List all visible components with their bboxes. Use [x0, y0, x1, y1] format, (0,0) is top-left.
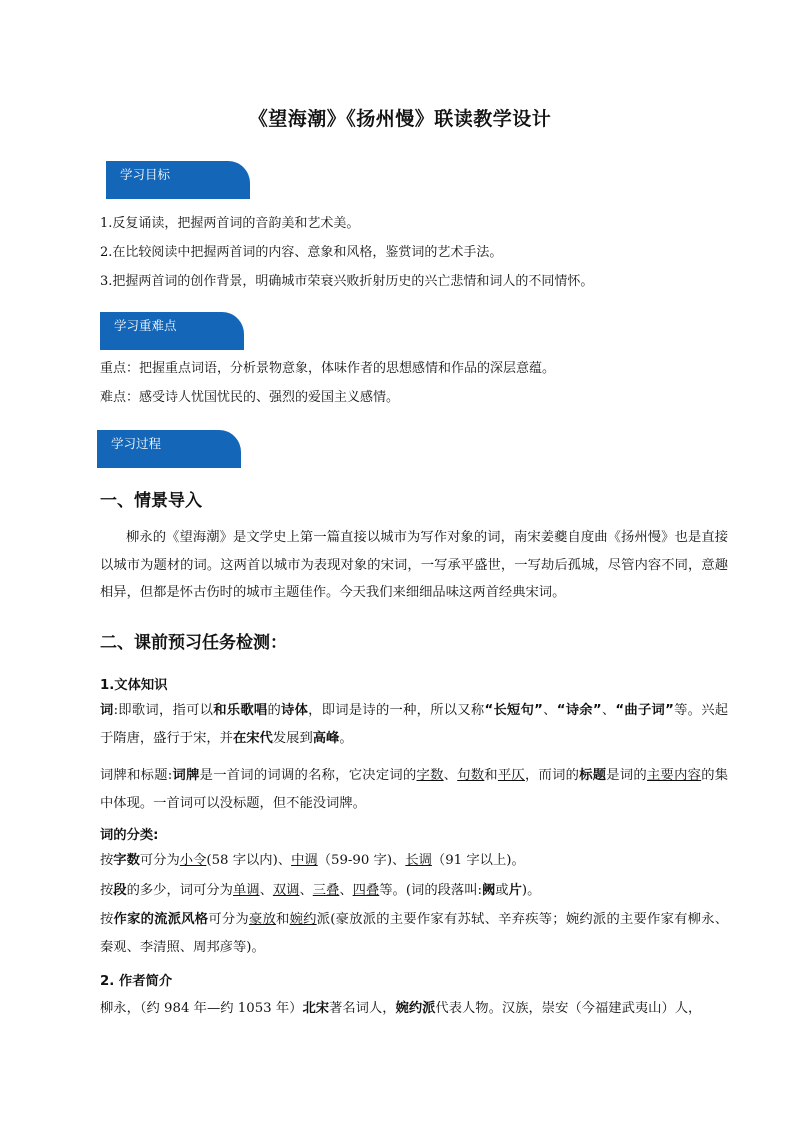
text-span: ，而词的	[524, 768, 580, 783]
text-span: (58 字以内)、	[206, 853, 292, 868]
bold-term: 北宋	[302, 1001, 330, 1016]
subheading-classification: 词的分类:	[100, 828, 159, 843]
section-tab-process	[97, 430, 241, 468]
underlined-term: 四叠	[352, 883, 380, 898]
subheading-genre: 1.文体知识	[100, 678, 168, 693]
underlined-term: 婉约	[289, 912, 317, 927]
text-span: 等。(词的段落叫:	[379, 883, 482, 898]
goal-item: 3.把握两首词的创作背景，明确城市荣衰兴败折射历史的兴亡悲情和词人的不同情怀。	[100, 274, 594, 289]
bold-term: 阙	[481, 883, 496, 898]
text-span: 、	[339, 883, 353, 898]
text-span: 派(豪放派的主要作家有苏轼、辛弃疾等；婉约派的主要作家有柳永、秦观、李清照、周邦彦等)。	[100, 912, 729, 955]
class-by-sections	[100, 877, 728, 905]
text-span: 的多少，词可分为	[126, 883, 233, 898]
key-difficulty: 难点：感受诗人忧国忧民的、强烈的爱国主义感情。	[100, 390, 400, 405]
bold-term: 婉约派	[395, 1001, 436, 1016]
text-span: （59-90 字)、	[317, 853, 406, 868]
text-span: 、	[299, 883, 313, 898]
ci-label: 词	[100, 703, 114, 718]
text-span: ，即词是诗的一种，所以又称	[308, 703, 485, 718]
text-span: 可分为	[208, 912, 249, 927]
text-span: 、	[601, 703, 616, 718]
text-span: 。	[339, 730, 353, 746]
underlined-term: 单调	[232, 883, 260, 898]
section-tab-label: 学习过程	[111, 436, 162, 451]
bold-term: 字数	[113, 853, 140, 868]
text-span: 或	[495, 883, 509, 898]
bold-term: 高峰	[312, 730, 340, 746]
author-paragraph	[100, 995, 728, 1023]
section-tab-label: 学习目标	[120, 167, 171, 182]
underlined-term: 长调	[405, 853, 432, 868]
text-span: 柳永，（约 984 年—约 1053 年）	[100, 1001, 303, 1016]
bold-term: “诗余”	[556, 703, 602, 718]
bold-term: “曲子词”	[615, 703, 674, 718]
underlined-term: 小令	[179, 853, 207, 868]
bold-term: 片	[508, 883, 522, 898]
text-span: 按	[100, 853, 114, 868]
page-title: 《望海潮》《扬州慢》联读教学设计	[248, 108, 552, 130]
underlined-term: 中调	[291, 853, 318, 868]
text-span: 的集中体现。一首词可以没标题，但不能没词牌。	[100, 768, 729, 811]
ci-definition	[100, 697, 728, 752]
bold-term: 标题	[579, 768, 607, 783]
text-span: 代表人物。汉族，崇安（今福建武夷山）人，	[435, 1001, 702, 1016]
section-tab-keypoints	[100, 312, 244, 350]
intro-paragraph: 柳永的《望海潮》是文学史上第一篇直接以城市为写作对象的词，南宋姜夔自度曲《扬州慢》也是直接以城市为题材的词。这两首以城市为表现对象的宋词，一写承平盛世，一写劫后孤城，尽管内容不同，意趣相异，但都是怀古伤时的城市主题佳作。今天我们来细细品味这两首经典宋词。	[100, 530, 728, 600]
bold-term: 作家的流派风格	[113, 912, 209, 927]
text-span: 等。兴起于隋唐，盛行于宋，并	[100, 703, 729, 746]
subheading-author: 2. 作者简介	[100, 974, 173, 989]
text-span: :即歌词，指可以	[113, 703, 214, 718]
text-span: 和	[484, 768, 498, 783]
bold-term: 在宋代	[232, 730, 273, 746]
cipai-paragraph	[100, 762, 728, 817]
underlined-term: 豪放	[248, 912, 277, 927]
underlined-term: 三叠	[312, 883, 340, 898]
goal-item: 2.在比较阅读中把握两首词的内容、意象和风格，鉴赏词的艺术手法。	[100, 245, 503, 260]
text-span: 是一首词的词调的名称，它决定词的	[199, 768, 417, 783]
text-span: 词牌和标题:	[100, 768, 173, 783]
text-span: 是词的	[606, 768, 647, 783]
underlined-term: 字数	[416, 768, 444, 783]
text-span: )。	[521, 883, 541, 898]
bold-term: 和乐歌唱	[213, 703, 268, 718]
class-by-length	[100, 847, 728, 875]
text-span: 、	[443, 768, 458, 783]
text-span: 可分为	[139, 853, 180, 868]
section-tab-goals	[106, 161, 250, 199]
bold-term: 诗体	[281, 703, 309, 718]
key-focus: 重点：把握重点词语，分析景物意象，体味作者的思想感情和作品的深层意蕴。	[100, 361, 556, 376]
text-span: 按	[100, 912, 114, 927]
bold-term: “长短句”	[484, 703, 543, 718]
bold-term: 词牌	[172, 768, 200, 783]
underlined-term: 平仄	[497, 768, 525, 783]
text-span: 和	[276, 912, 290, 927]
bold-term: 段	[113, 883, 127, 898]
heading-preview: 二、课前预习任务检测：	[100, 633, 287, 653]
text-span: 著名词人，	[329, 1001, 396, 1016]
class-by-style	[100, 906, 728, 961]
underlined-term: 主要内容	[646, 768, 702, 783]
text-span: 的	[267, 703, 282, 718]
goal-item: 1.反复诵读，把握两首词的音韵美和艺术美。	[100, 216, 360, 231]
underlined-term: 双调	[272, 883, 300, 898]
section-tab-label: 学习重难点	[114, 318, 177, 333]
text-span: （91 字以上)。	[431, 853, 525, 868]
text-span: 按	[100, 883, 114, 898]
text-span: 、	[259, 883, 273, 898]
text-span: 、	[542, 703, 557, 718]
text-span: 发展到	[272, 730, 313, 746]
heading-intro: 一、情景导入	[100, 491, 202, 511]
underlined-term: 句数	[457, 768, 485, 783]
